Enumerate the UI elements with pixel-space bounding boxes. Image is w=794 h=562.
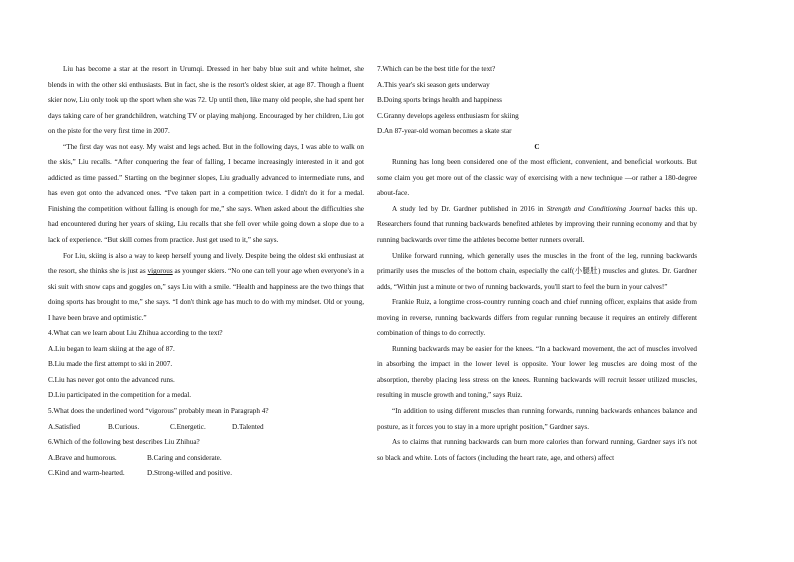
passage-b-paragraph-2: “The first day was not easy. My waist and legs ached. But in the following days, I was able to walk on the skis,” Liu recalls. “After conquering the fear of falling, I became increasingly interested in it and got addicted as time passed.” Starting on the beginner slopes, Liu gradually advanced to intermediate runs, and has even got onto the advanced ones. “I've taken part in a competition twice. I didn't do it for a medal. Finishing the competition without falling is enough for me,” she says. When asked about the difficulties she had encountered during her years of skiing, Liu recalls that she fell over while going down a slope due to a lack of experience. “But skill comes from practice. Just get used to it,” she says. [48,142,364,245]
paragraph-2-text-before: A study led by Dr. Gardner published in 2016 in [392,204,547,213]
question-6-stem: 6.Which of the following best describes Liu Zhihua? [48,438,200,447]
passage-c-paragraph-3: Unlike forward running, which generally uses the muscles in the front of the leg, running backwards primarily uses the muscles of the bottom chain, especially the calf(小腿肚) muscles and glutes. Dr. Gardner adds, “Within just a minute or two of running backwards, you'll start to feel the burn in your calves!” [377,251,697,291]
question-6-option-c[interactable]: C.Kind and warm-hearted. [48,469,125,478]
question-4-option-a[interactable]: A.Liu began to learn skiing at the age of 87. [48,344,175,353]
left-column [48,62,364,482]
right-column [377,62,697,466]
question-4-option-d[interactable]: D.Liu participated in the competition for a medal. [48,391,192,400]
passage-c-paragraph-7: As to claims that running backwards can burn more calories than forward running, Gardner says it's not so black and white. Lots of factors (including the heart rate, age, and others) affect [377,438,697,462]
passage-c-heading: C [534,142,540,151]
question-7-option-c[interactable]: C.Granny develops ageless enthusiasm for skiing [377,111,519,120]
passage-c-paragraph-6: “In addition to using different muscles than running forwards, running backwards enhances balance and posture, as it forces you to stay in a more upright position,” Gardner says. [377,407,697,431]
underlined-word-vigorous: vigorous [147,267,173,276]
question-6-options-row-1 [48,451,364,467]
question-5-options [48,420,364,436]
paragraph-2-text-after: backs this up. Researchers found that running backwards benefited athletes by improving their running economy and that by running backwards over time the athletes become better runners overall. [377,204,698,245]
paragraph-3-text-after: as younger skiers. “No one can tell your age when everyone's in a ski suit with snow caps and goggles on,” says Liu with a smile. “Health and happiness are the two things that doing sports has brought to me,” she says. “I don't think age has much to do with my mindset. Old or young, I have been brave and optimistic.” [48,267,365,322]
question-7-option-d[interactable]: D.An 87-year-old woman becomes a skate star [377,127,512,136]
passage-b-paragraph-1: Liu has become a star at the resort in Urumqi. Dressed in her baby blue suit and white helmet, she blends in with the other ski enthusiasts. But in fact, she is the resort's oldest skier, at age 87. Though a fluent skier now, Liu only took up the sport when she was 72. Up until then, like many old people, she had spent her days taking care of her grandchildren, watching TV or playing mahjong. Encouraged by her children, Liu got on the piste for the very first time in 2007. [48,65,364,136]
passage-c-paragraph-4: Frankie Ruiz, a longtime cross-country running coach and chief running officer, explains that aside from moving in reverse, running backwards differs from regular running because it requires an entirely different combination of things to do correctly. [377,298,697,338]
passage-c-paragraph-1: Running has long been considered one of the most efficient, convenient, and beneficial workouts. But some claim you get more out of the classic way of exercising with a new technique —or rather a 180-degree about-face. [377,158,697,198]
question-5-option-c[interactable]: C.Energetic. [170,422,206,431]
question-4-option-b[interactable]: B.Liu made the first attempt to ski in 2007. [48,360,173,369]
question-4-option-c[interactable]: C.Liu has never got onto the advanced runs. [48,375,175,384]
question-6-option-d[interactable]: D.Strong-willed and positive. [147,469,233,478]
question-6-option-b[interactable]: B.Caring and considerate. [147,453,222,462]
paragraph-3-text-before: For Liu, skiing is also a way to keep herself young and lively. Despite being the oldest ski enthusiast at the resort, she thinks she is just as [48,251,364,276]
question-5-stem: 5.What does the underlined word “vigorous” probably mean in Paragraph 4? [48,407,269,416]
question-5-option-d[interactable]: D.Talented [232,422,264,431]
passage-c-paragraph-5: Running backwards may be easier for the knees. “In a backward movement, the act of muscles involved in absorbing the impact in the lower level is opposite. Your lower leg muscles are doing most of the absorption, thereby placing less stress on the knees. Running backwards will recruit lesser utilized muscles, resulting in muscle growth and toning,” says Ruiz. [377,344,697,400]
question-5-option-a[interactable]: A.Satisfied [48,422,81,431]
question-4-stem: 4.What can we learn about Liu Zhihua according to the text? [48,329,223,338]
passage-c-paragraph-2 [377,202,697,249]
question-7-option-b[interactable]: B.Doing sports brings health and happiness [377,96,502,105]
passage-b-paragraph-3 [48,249,364,327]
question-7-option-a[interactable]: A.This year's ski season gets underway [377,80,490,89]
journal-title: Strength and Conditioning Journal [546,204,652,213]
question-6-option-a[interactable]: A.Brave and humorous. [48,453,117,462]
question-7-stem: 7.Which can be the best title for the text? [377,65,496,73]
question-6-options-row-2 [48,466,364,482]
question-5-option-b[interactable]: B.Curious. [108,422,140,431]
